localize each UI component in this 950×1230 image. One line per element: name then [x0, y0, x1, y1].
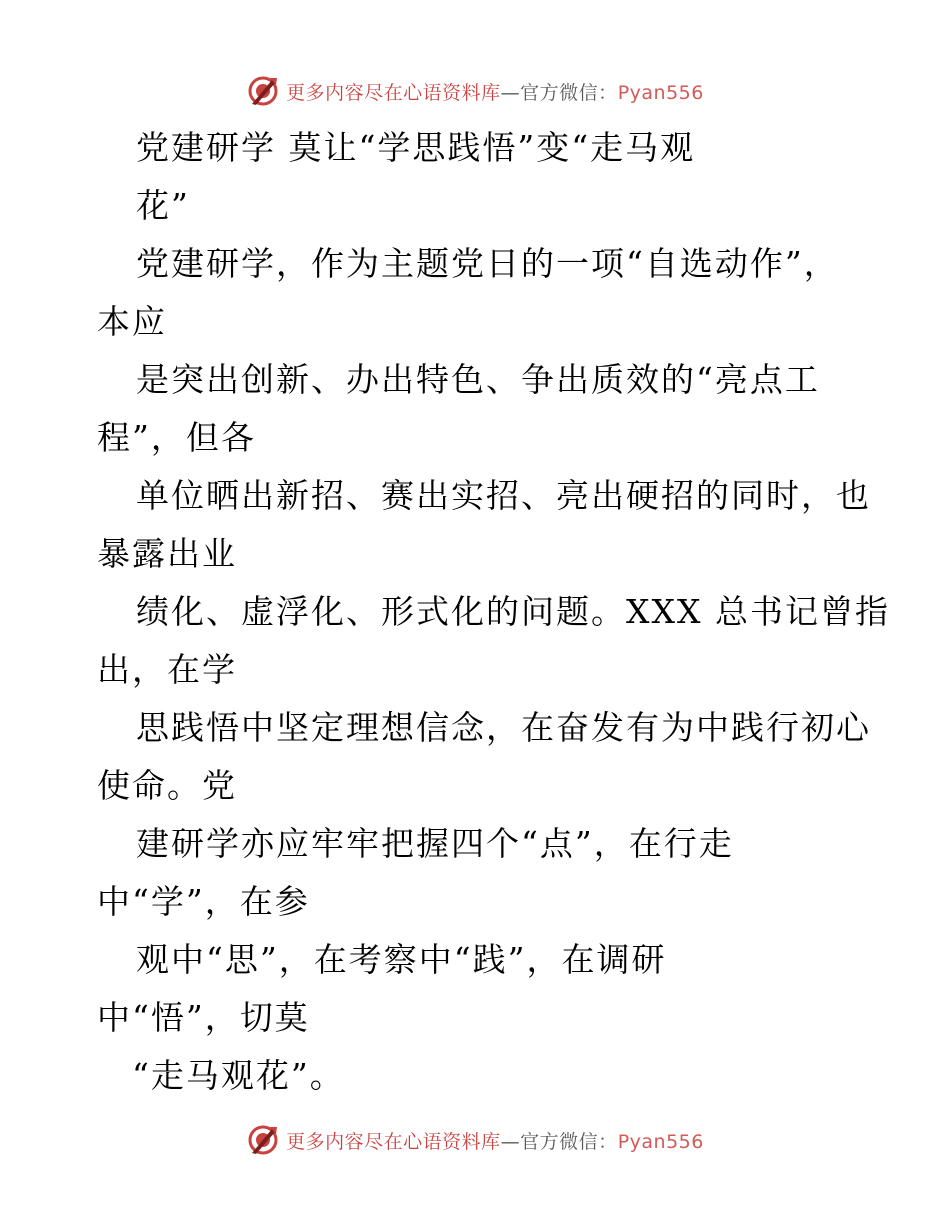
text-line: 是突出创新、办出特色、争出质效的“亮点工 [136, 360, 820, 399]
text-line: 使命。党 [97, 766, 237, 805]
watermark-separator: — [500, 81, 521, 104]
text-line: 本应 [97, 302, 167, 341]
watermark-site-text: 更多内容尽在心语资料库 [286, 1130, 501, 1153]
watermark-wechat-id: Pyan556 [617, 81, 704, 104]
text-line: 单位晒出新招、赛出实招、亮出硬招的同时，也 [136, 476, 871, 515]
text-line: 花” [136, 186, 190, 225]
quill-seal-icon [246, 1123, 280, 1157]
watermark-group [246, 1123, 704, 1157]
watermark-text [286, 1127, 704, 1154]
text-line: 中“学”，在参 [97, 882, 310, 921]
text-line: 党建研学 莫让“学思践悟”变“走马观 [136, 128, 696, 167]
text-line: 党建研学，作为主题党日的一项“自选动作”， [136, 244, 839, 283]
watermark-site-text: 更多内容尽在心语资料库 [286, 81, 501, 104]
text-line: 观中“思”，在考察中“践”，在调研 [136, 940, 667, 979]
footer-watermark [0, 1120, 950, 1160]
watermark-separator: — [500, 1130, 521, 1153]
text-line: 程”，但各 [97, 418, 256, 457]
quill-seal-icon [246, 74, 280, 108]
watermark-wechat-label: 官方微信： [520, 81, 618, 104]
watermark-wechat-label: 官方微信： [520, 1130, 618, 1153]
text-line: 建研学亦应牢牢把握四个“点”，在行走 [136, 824, 734, 863]
header-watermark [0, 71, 950, 111]
text-line: 暴露出业 [97, 534, 237, 573]
watermark-group [246, 74, 704, 108]
watermark-text [286, 78, 704, 105]
text-line: “走马观花”。 [132, 1056, 345, 1095]
text-line: 思践悟中坚定理想信念，在奋发有为中践行初心 [136, 708, 871, 747]
text-line: 绩化、虚浮化、形式化的问题。XXX 总书记曾指 [136, 592, 890, 631]
watermark-wechat-id: Pyan556 [617, 1130, 704, 1153]
text-line: 中“悟”，切莫 [97, 998, 310, 1037]
text-line: 出，在学 [97, 650, 237, 689]
